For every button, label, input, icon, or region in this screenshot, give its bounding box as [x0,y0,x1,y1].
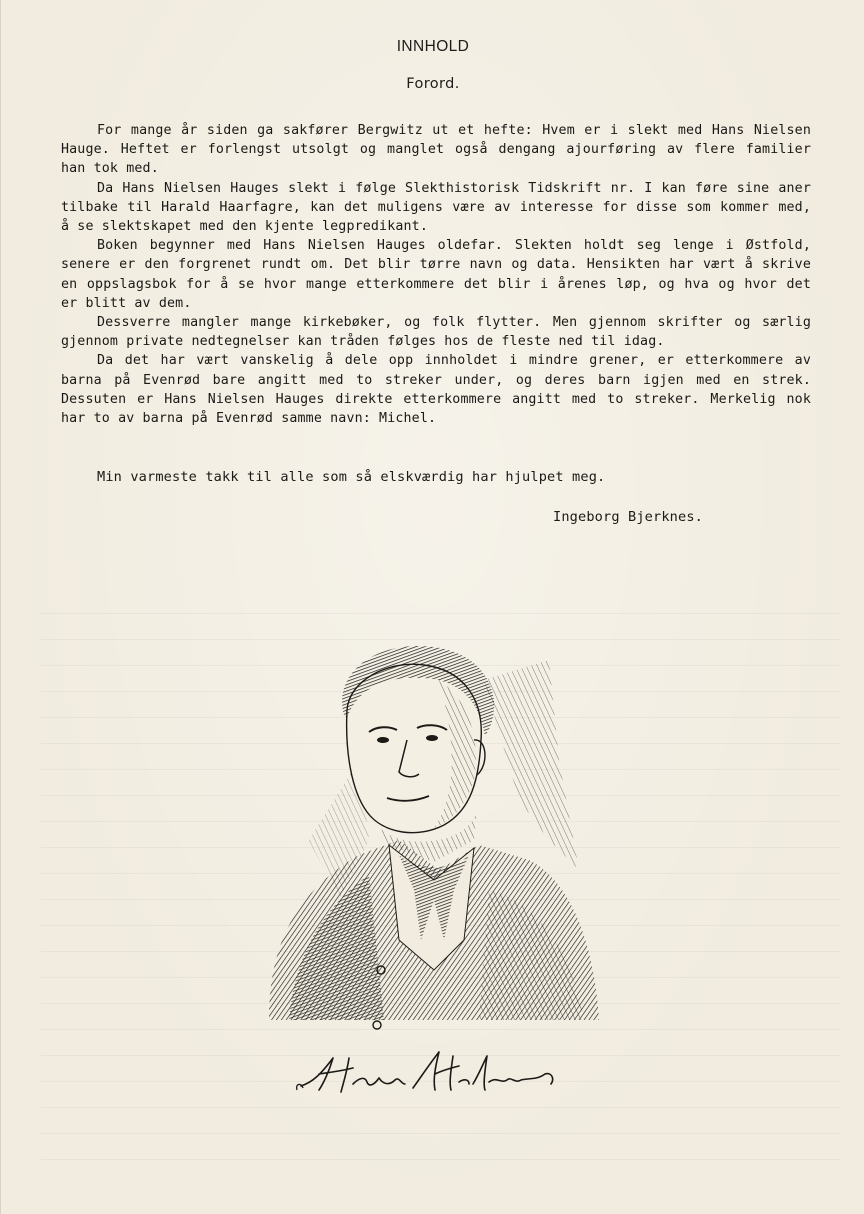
autograph-signature [293,1044,563,1104]
portrait-engraving [249,640,613,1040]
author-signature: Ingeborg Bjerknes. [553,509,704,525]
paragraph: For mange år siden ga sakfører Bergwitz ut et hefte: Hvem er i slekt med Hans Nielsen Hauge. Heftet er forlengst utsolgt og manglet også dengang ajourføring av flere familier han tok med. [61,123,811,177]
paragraph: Da det har vært vanskelig å dele opp innholdet i mindre grener, er etterkommere av barna på Evenrød bare angitt med to streker under, og deres barn igjen med en strek. Dessuten er Hans Nielsen Hauges direkte etterkommere angitt med to streker. Merkelig nok har to av barna på Evenrød samme navn: Michel. [61,353,811,427]
paragraph: Da Hans Nielsen Hauges slekt i følge Slekthistorisk Tidskrift nr. I kan føre sine aner tilbake til Harald Haarfagre, kan det muligens være av interesse for disse som kommer med, å se slektskapet med den kjente legpredikant. [61,180,811,235]
paragraph: Dessverre mangler mange kirkebøker, og folk flytter. Men gjennom skrifter og særlig gjennom private nedtegnelser kan tråden følges hos de fleste ned til idag. [61,315,811,350]
paragraph: Boken begynner med Hans Nielsen Hauges oldefar. Slekten holdt seg lenge i Østfold, senere er den forgrenet rundt om. Det blir tørre navn og data. Hensikten har vært å skrive en oppslagsbok for å se hvor mange etterkommere det blir i årenes løp, og hva og hvor det er blitt av dem. [61,238,811,311]
preface-body [61,121,811,428]
thanks-line: Min varmeste takk til alle som så elskværdig har hjulpet meg. [97,469,606,485]
section-title: Forord. [406,76,460,92]
page-title: INNHOLD [396,38,470,55]
